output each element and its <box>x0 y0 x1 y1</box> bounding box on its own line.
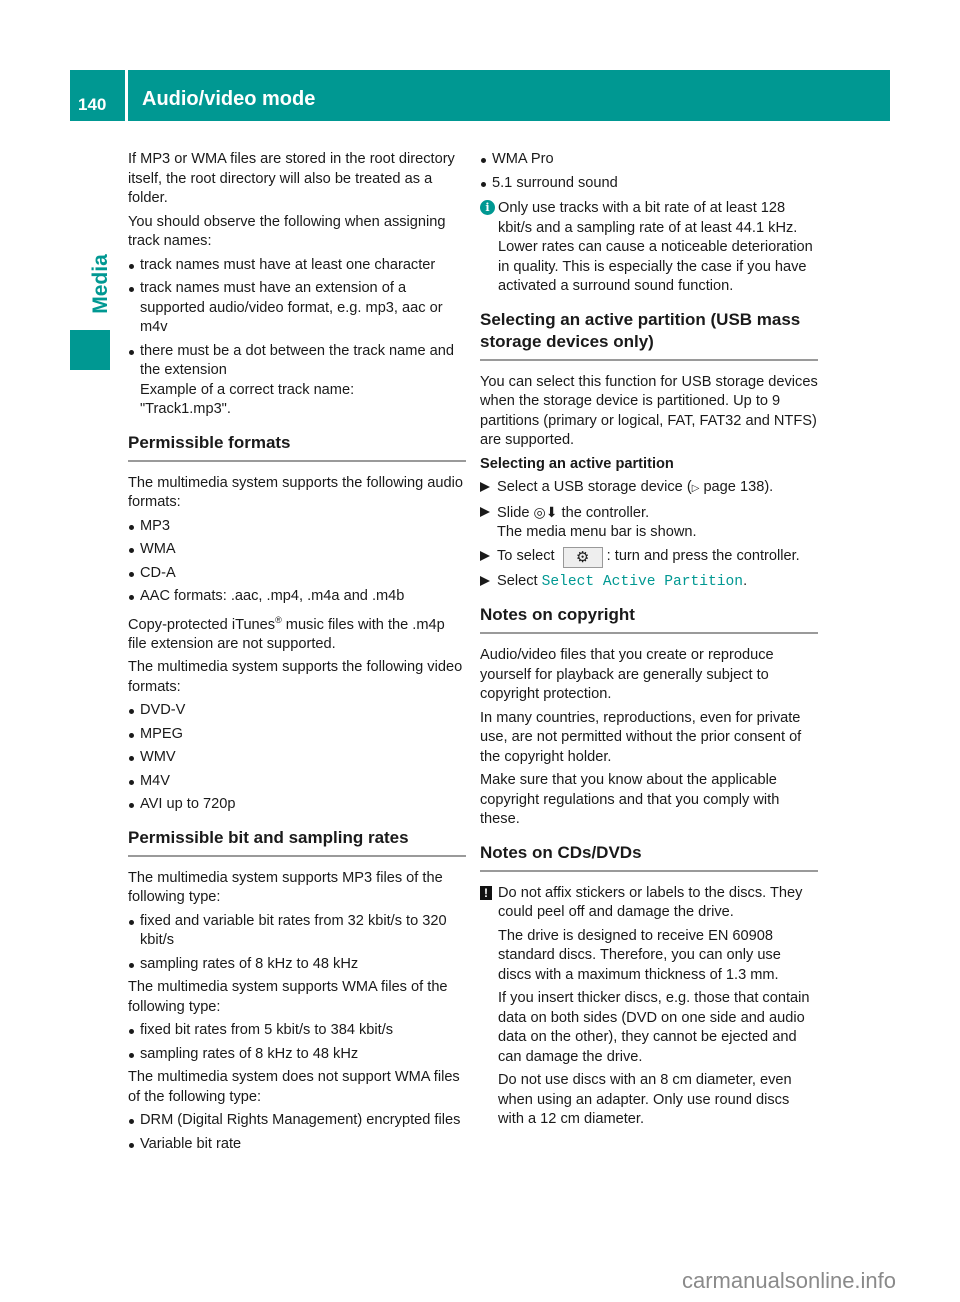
text: Select <box>497 572 542 589</box>
example-label: Example of a correct track name: <box>140 381 355 398</box>
step-result: The media menu bar is shown. <box>497 524 697 540</box>
section-heading: Permissible bit and sampling rates <box>128 827 466 857</box>
list-item: fixed bit rates from 5 kbit/s to 384 kbit/s <box>128 1021 466 1041</box>
warning-icon: ! <box>480 886 492 900</box>
text: Select a USB storage device ( <box>497 479 692 495</box>
list-item: MPEG <box>128 725 466 745</box>
section-heading: Notes on copyright <box>480 604 818 634</box>
controller-slide-down-icon: ◎⬇ <box>533 503 558 520</box>
warning-note <box>480 884 818 1130</box>
list-item: track names must have at least one character <box>128 256 466 276</box>
page-reference-icon: ▷ <box>691 483 700 494</box>
step-item <box>480 547 818 568</box>
step-arrow-icon <box>480 482 490 492</box>
step-arrow-icon <box>480 551 490 561</box>
paragraph: Do not use discs with an 8 cm diameter, even when using an adapter. Only use round discs with a 12 cm diameter. <box>498 1072 792 1127</box>
chapter-header <box>128 70 890 121</box>
step-item <box>480 503 818 543</box>
menu-item-select-active-partition: Select Active Partition <box>541 573 744 590</box>
list-item: WMA <box>128 540 466 560</box>
list-item-text: there must be a dot between the track name and the extension <box>140 342 454 378</box>
page-number-box <box>70 70 125 121</box>
list-item: AAC formats: .aac, .mp4, .m4a and .m4b <box>128 587 466 607</box>
intro-paragraph: If MP3 or WMA files are stored in the root directory itself, the root directory will also be treated as a folder. <box>128 151 455 206</box>
paragraph: If you insert thicker discs, e.g. those that contain data on both sides (DVD on one side and audio data on the other), they cannot be ejected and can damage the drive. <box>498 990 810 1065</box>
list-item: 5.1 surround sound <box>480 174 818 194</box>
left-column <box>128 150 466 1158</box>
text: Copy-protected iTunes <box>128 616 276 633</box>
side-tab-marker <box>70 330 110 370</box>
info-note-text: Only use tracks with a bit rate of at least 128 kbit/s and a sampling rate of at least 44.1 kHz. Lower rates can cause a noticeable deterioration in quality. This is especially the case if you have activated a surround sound function. <box>498 200 813 294</box>
section-heading: Notes on CDs/DVDs <box>480 842 818 872</box>
paragraph: Make sure that you know about the applicable copyright regulations and that you comply with these. <box>480 772 780 827</box>
text: . <box>743 572 748 589</box>
section-heading: Permissible formats <box>128 432 466 462</box>
section-heading: Selecting an active partition (USB mass storage devices only) <box>480 309 818 361</box>
list-item: Variable bit rate <box>128 1135 466 1155</box>
list-item: sampling rates of 8 kHz to 48 kHz <box>128 1045 466 1065</box>
paragraph: The multimedia system supports MP3 files of the following type: <box>128 869 443 906</box>
paragraph: The drive is designed to receive EN 60908 standard discs. Therefore, you can only use discs with a maximum thickness of 1.3 mm. <box>498 927 781 983</box>
list-item: track names must have an extension of a supported audio/video format, e.g. mp3, aac or m4v <box>128 279 466 338</box>
step-arrow-icon <box>480 576 490 586</box>
text: the controller. <box>557 504 650 521</box>
text: music files with the .m4p file extension are not supported. <box>128 616 445 652</box>
paragraph: The multimedia system supports the following video formats: <box>128 659 463 695</box>
intro-paragraph: You should observe the following when assigning track names: <box>128 213 446 249</box>
paragraph: Do not affix stickers or labels to the discs. They could peel off and damage the drive. <box>498 884 803 920</box>
list-item: MP3 <box>128 517 466 537</box>
step-arrow-icon <box>480 507 490 517</box>
paragraph: In many countries, reproductions, even for private use, are not permitted without the prior consent of the copyright holder. <box>480 709 802 765</box>
paragraph: The multimedia system supports WMA files of the following type: <box>128 979 448 1015</box>
step-item <box>480 478 818 499</box>
list-item: WMV <box>128 748 466 768</box>
step-item <box>480 572 818 593</box>
list-item: DRM (Digital Rights Management) encrypted files <box>128 1111 466 1131</box>
paragraph: The multimedia system supports the following audio formats: <box>128 474 464 510</box>
list-item: WMA Pro <box>480 150 818 170</box>
paragraph: The multimedia system does not support WMA files of the following type: <box>128 1069 460 1105</box>
text: : turn and press the controller. <box>606 547 800 564</box>
chapter-title: Audio/video mode <box>142 88 316 110</box>
list-item: CD-A <box>128 564 466 584</box>
info-icon: i <box>480 200 495 215</box>
info-note <box>480 199 818 297</box>
list-item: sampling rates of 8 kHz to 48 kHz <box>128 955 466 975</box>
watermark: carmanualsonline.info <box>682 1268 897 1293</box>
subheading: Selecting an active partition <box>480 455 674 472</box>
list-item: DVD-V <box>128 701 466 721</box>
paragraph <box>128 611 466 655</box>
list-item <box>128 342 466 420</box>
text: To select <box>497 547 559 564</box>
paragraph: You can select this function for USB storage devices when the storage device is partitioned. Up to 9 partitions (primary or logical, FAT, FAT32 and NTFS) are supported. <box>480 373 818 448</box>
side-tab <box>86 250 116 330</box>
list-item: AVI up to 720p <box>128 795 466 815</box>
example-value: "Track1.mp3". <box>140 401 231 417</box>
list-item: M4V <box>128 772 466 792</box>
registered-mark: ® <box>275 614 282 625</box>
page-number: 140 <box>78 95 107 114</box>
right-column <box>480 150 818 1134</box>
text: Slide <box>497 504 534 521</box>
list-item: fixed and variable bit rates from 32 kbit/s to 320 kbit/s <box>128 912 466 951</box>
settings-gear-icon: ⚙ <box>563 547 603 568</box>
side-tab-label: Media <box>89 254 112 314</box>
paragraph: Audio/video files that you create or reproduce yourself for playback are generally subject to copyright protection. <box>480 647 774 702</box>
page-reference-link[interactable]: page 138). <box>699 479 774 495</box>
